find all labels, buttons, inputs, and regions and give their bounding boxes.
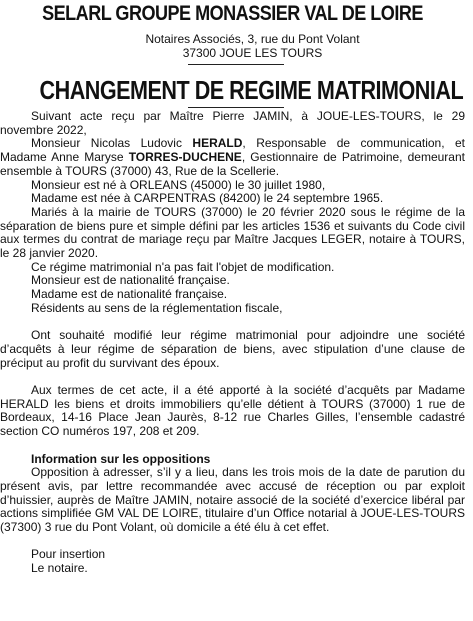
paragraph-no-modification: Ce régime matrimonial n'a pas fait l'objet de modification. bbox=[31, 259, 335, 274]
parties-text-c: , Gestionnaire de Patrimoine, demeurant ensemble à TOURS (37000) 43, Rue de la Scellerie. bbox=[0, 150, 465, 178]
paragraph-oppositions: Opposition à adresser, s’il y a lieu, dans les trois mois de la date de parution du présent avis, par lettre recommandée avec accusé de réception ou par exploit d’huissier, auprès de Maître JAMIN, notaire associé de la société d’exercice libéral par actions simplifiée GM VAL DE LOIRE, titulaire d’un Office notarial à JOUE-LES-TOURS (37300) 3 rue du Pont Volant, où domicile a été élu à cet effet. bbox=[0, 465, 465, 535]
legal-notice bbox=[0, 2, 473, 621]
company-name: SELARL GROUPE MONASSIER VAL DE LOIRE bbox=[42, 2, 423, 25]
parties-text-b: , Responsable de communication, et Madame Anne Maryse bbox=[0, 136, 466, 165]
paragraph-birth-madame: Madame est née à CARPENTRAS (84200) le 24 septembre 1965. bbox=[31, 191, 384, 206]
spouse-name-herald: HERALD bbox=[192, 136, 243, 151]
spacer bbox=[0, 439, 465, 453]
oppositions-heading: Information sur les oppositions bbox=[31, 451, 211, 466]
paragraph-parties bbox=[0, 137, 465, 178]
closing-insertion: Pour insertion bbox=[31, 547, 106, 562]
company-address-line2: 37300 JOUE LES TOURS bbox=[182, 46, 323, 60]
paragraph-contribution: Aux termes de cet acte, il a été apporté à la société d’acquêts par Madame HERALD les biens et droits immobiliers qu’elle détient à TOURS (37000) 1 rue de Bordeaux, 14-16 Place Jean Jaurès, 8-12 rue Charles Gilles, l’ensemble cadastré section CO numéros 197, 208 et 209. bbox=[0, 383, 465, 439]
paragraph-new-regime: Ont souhaité modifié leur régime matrimonial pour adjoindre une société d’acquêts à leur régime de séparation de biens, avec stipulation d’une clause de préciput au profit du survivant des époux. bbox=[0, 328, 465, 370]
header-divider bbox=[188, 64, 284, 65]
spacer bbox=[0, 316, 465, 330]
title-divider bbox=[188, 107, 284, 108]
paragraph-nationality-madame: Madame est de nationalité française. bbox=[31, 287, 228, 302]
paragraph-deed: Suivant acte reçu par Maître Pierre JAMIN, à JOUE-LES-TOURS, le 29 novembre 2022, bbox=[0, 109, 465, 137]
paragraph-residents: Résidents au sens de la réglementation fiscale, bbox=[31, 300, 283, 315]
spouse-name-torres-duchene: TORRES-DUCHENE bbox=[128, 150, 242, 165]
paragraph-birth-monsieur: Monsieur est né à ORLEANS (45000) le 30 juillet 1980, bbox=[31, 177, 326, 192]
paragraph-marriage: Mariés à la mairie de TOURS (37000) le 20 février 2020 sous le régime de la séparation de biens pure et simple défini par les articles 1536 et suivants du Code civil aux termes du contrat de mariage reçu par Maître Jacques LEGER, notaire à TOURS, le 28 janvier 2020. bbox=[0, 204, 465, 261]
company-address-line1: Notaires Associés, 3, rue du Pont Volant bbox=[145, 32, 360, 46]
spacer bbox=[0, 370, 465, 384]
paragraph-nationality-monsieur: Monsieur est de nationalité française. bbox=[31, 273, 230, 288]
closing-signature: Le notaire. bbox=[31, 561, 88, 576]
notice-title: CHANGEMENT DE REGIME MATRIMONIAL bbox=[39, 75, 464, 105]
parties-text-a: Monsieur Nicolas Ludovic bbox=[31, 136, 193, 151]
spacer bbox=[0, 535, 465, 549]
